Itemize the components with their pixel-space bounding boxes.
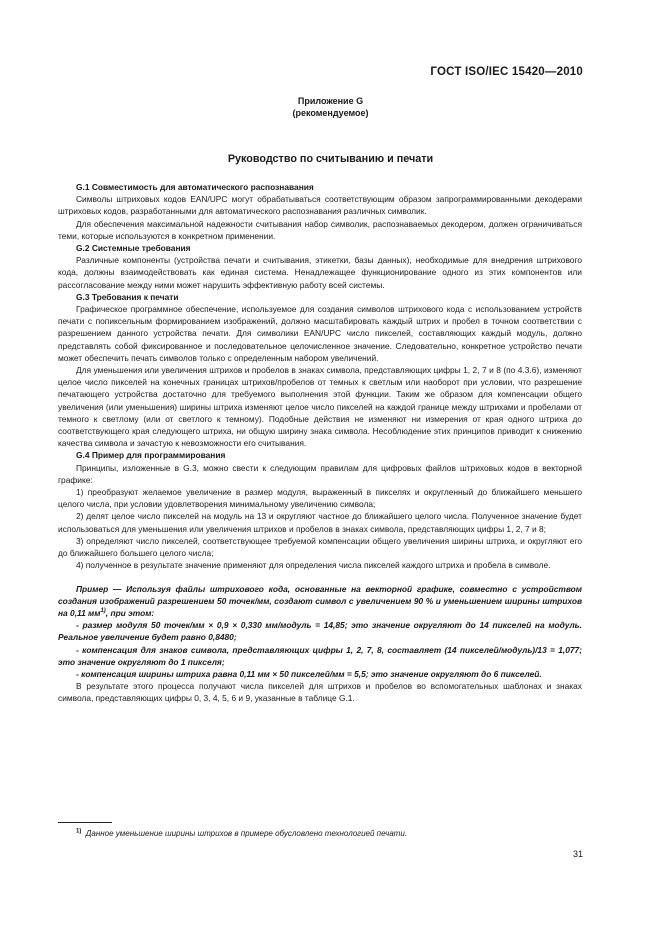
section-heading-g1: G.1 Совместимость для автоматического распознавания bbox=[76, 182, 314, 192]
annex-title: Приложение G bbox=[297, 96, 364, 106]
paragraph: Различные компоненты (устройства печати и считывания, этикетки, базы данных), необходимые для внедрения штрихового кода, должны взаимодействовать как единая система. Ненадлежащее функционирование одного из этих компонентов или рассогласование между ними может нарушить эффективную работу всей системы. bbox=[58, 255, 582, 290]
paragraph: В результате этого процесса получают числа пикселей для штрихов и пробелов во вспомогательных шаблонах и знаках символа, представляющих цифры 0, 3, 4, 5, 6 и 9, указанные в таблице G.1. bbox=[58, 681, 582, 704]
paragraph: Для уменьшения или увеличения штрихов и пробелов в знаках символа, представляющих цифры 1, 2, 7 и 8 (по 4.3.6), изменяют целое число пикселей на конечных границах штрихов/пробелов от темных к светлым или наоборот при условии, что разрешение печатающего устройства достаточно для требуемого выполнения этой функции. Таким же образом для компенсации общего увеличения (или уменьшения) ширины штриха изменяют целое число пикселей на каждой границе между штрихами и пробелами от темного к светлому (или от светлого к темному). Подобные действия не изменяют ни измерения от края одного штриха до соответствующего края следующего штриха, ни общую ширину знака символа. Несоблюдение этих принципов приводит к снижению качества символа и зачастую к невозможности его считывания. bbox=[58, 365, 582, 449]
example-lead: Пример — Используя файлы штрихового кода, основанные на векторной графике, совместно с устройством создания изображений разрешением 50 точек/мм, создают символ с увеличением 90 % и уменьшением ширины штрихов на 0,11 $мм^{1)}$, при этом: bbox=[58, 583, 582, 618]
page-number: 31 bbox=[572, 849, 583, 859]
list-item: 2) делят целое число пикселей на модуль на 13 и округляют частное до ближайшего целого числа. Полученное значение будет использоваться для уменьшения или увеличения штрихов и пробелов в знаках символа, представляющих цифры 1, 2, 7 и 8; bbox=[58, 511, 582, 534]
footnote-text: Данное уменьшение ширины штрихов в примере обусловлено технологией печати. bbox=[85, 829, 408, 838]
footnote-ref: 1) bbox=[100, 608, 106, 615]
example-line: - компенсация ширины штриха равна 0,11 мм × 50 пикселей/мм = 5,5; это значение округляют до 6 пикселей. bbox=[76, 668, 542, 679]
footnote-mark: 1) bbox=[76, 828, 82, 835]
example-line: - размер модуля 50 точек/мм × 0,9 × 0,330 мм/модуль = 14,85; это значение округляют до 14 пикселей на модуль. Реальное увеличение будет равно 0,8480; bbox=[58, 620, 582, 643]
section-heading-g4: G.4 Пример для программирования bbox=[76, 450, 226, 461]
paragraph: Символы штриховых кодов EAN/UPC могут обрабатываться соответствующим образом запрограммированными декодерами штриховых кодов, разработанными для автоматического распознавания различных символик. bbox=[58, 194, 582, 217]
paragraph: Принципы, изложенные в G.3, можно свести к следующим правилам для цифровых файлов штриховых кодов в векторной графике: bbox=[58, 462, 582, 485]
document-title: Руководство по считыванию и печати bbox=[227, 153, 434, 165]
standard-header: ГОСТ ISO/IEC 15420—2010 bbox=[430, 66, 583, 78]
paragraph: Для обеспечения максимальной надежности считывания набор символик, распознаваемых декодером, должен ограничиваться теми, которые используются в конкретном применении. bbox=[58, 218, 582, 241]
annex-status: (рекомендуемое) bbox=[292, 108, 369, 118]
section-heading-g2: G.2 Системные требования bbox=[76, 243, 191, 254]
section-heading-g3: G.3 Требования к печати bbox=[76, 291, 179, 302]
list-item: 4) полученное в результате значение применяют для определения числа пикселей каждого штриха и пробела в символе. bbox=[76, 560, 551, 571]
document-body bbox=[58, 181, 582, 705]
example-block bbox=[58, 583, 582, 681]
example-line: - компенсация для знаков символа, представляющих цифры 1, 2, 7, 8, составляет (14 пикселей/модуль)/13 = 1,077; это значение округляют до 1 пикселя; bbox=[58, 644, 582, 667]
footnote bbox=[76, 829, 407, 838]
list-item: 1) преобразуют желаемое увеличение в размер модуля, выраженный в пикселях и округленный до ближайшего меньшего целого числа, при условии удовлетворения минимальному увеличению символа; bbox=[58, 487, 582, 510]
list-item: 3) определяют число пикселей, соответствующее требуемой компенсации общего увеличения ширины штриха, и округляют его до ближайшего большего целого числа; bbox=[58, 535, 582, 559]
footnote-divider bbox=[58, 822, 112, 823]
paragraph: Графическое программное обеспечение, используемое для создания символов штрихового кода с использованием устройств печати с попиксельным формированием изображений, должно масштабировать каждый штрих и пробел в точном соответствии с разрешением данного устройства печати. Для символики EAN/UPC число пикселей, составляющих каждый модуль, должно представлять собой фиксированное и последовательное целочисленное значение. Следовательно, конкретное устройство печати может обеспечить печать символов только с определенным набором увеличений. bbox=[58, 304, 582, 363]
